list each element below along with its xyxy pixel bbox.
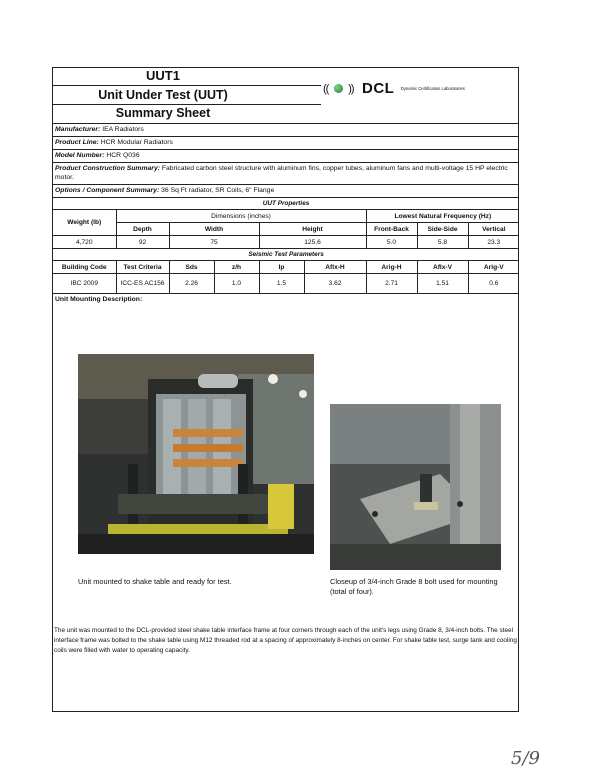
properties-table [53, 198, 519, 294]
ip-header: Ip [259, 261, 304, 274]
height-header: Height [259, 223, 366, 236]
zh-value: 1.0 [214, 274, 259, 294]
mounting-description: The unit was mounted to the DCL-provided steel shake table interface frame at four corners through each of the unit's legs using Grade 8, 3/4-inch bolts. The steel interface frame was bolted to the shake table using M12 threaded rod at a spacing of approximately 8-inches on center. For shake table test, surge tank and cooling coils were filled with water to operating capacity. [54, 627, 517, 654]
aflx-v-header: Aflx-V [417, 261, 468, 274]
title-block [53, 68, 321, 123]
title-divider [53, 104, 321, 105]
front-back-value: 5.0 [366, 236, 417, 249]
depth-header: Depth [116, 223, 169, 236]
width-value: 75 [169, 236, 259, 249]
options-row [53, 185, 518, 198]
width-header: Width [169, 223, 259, 236]
product-line-value: HCR Modular Radiators [100, 139, 173, 146]
options-label: Options / Component Summary: [55, 187, 160, 194]
vertical-header: Vertical [468, 223, 519, 236]
summary-sheet [52, 67, 519, 712]
frequency-header: Lowest Natural Frequency (Hz) [366, 210, 519, 223]
bolt-closeup-photo [330, 404, 501, 570]
arig-v-value: 0.6 [468, 274, 519, 294]
model-row [53, 150, 518, 163]
building-code-header: Building Code [53, 261, 116, 274]
logo-text: DCL [362, 80, 395, 98]
dcl-logo [323, 80, 519, 100]
front-back-header: Front-Back [366, 223, 417, 236]
construction-row [53, 163, 518, 185]
page-number: 5/9 [511, 748, 540, 769]
page-subtitle: Summary Sheet [115, 106, 211, 120]
product-line-row [53, 137, 518, 150]
height-value: 125.6 [259, 236, 366, 249]
model-label: Model Number: [55, 152, 105, 159]
title-divider [53, 85, 321, 86]
manufacturer-row [53, 124, 518, 137]
uut-id: UUT1 [146, 68, 180, 83]
side-side-value: 5.8 [417, 236, 468, 249]
photo-caption-1: Unit mounted to shake table and ready for test. [78, 577, 232, 586]
aflx-h-value: 3.62 [304, 274, 366, 294]
zh-header: z/h [214, 261, 259, 274]
photo-caption-2: Closeup of 3/4-inch Grade 8 bolt used for mounting (total of four). [330, 577, 498, 596]
building-code-value: IBC 2009 [53, 274, 116, 294]
sds-header: Sds [169, 261, 214, 274]
product-line-label: Product Line: [55, 139, 99, 146]
weight-value: 4,720 [53, 236, 116, 249]
vertical-value: 23.3 [468, 236, 519, 249]
page-title: Unit Under Test (UUT) [98, 88, 228, 102]
side-side-header: Side-Side [417, 223, 468, 236]
logo-subtitle: Dynamic Certification Laboratories [400, 86, 465, 92]
ip-value: 1.5 [259, 274, 304, 294]
arig-h-header: Arig-H [366, 261, 417, 274]
logo-waves-right: )) [348, 82, 354, 95]
aflx-h-header: Aflx-H [304, 261, 366, 274]
mounting-label: Unit Mounting Description: [55, 296, 143, 303]
header [53, 68, 518, 124]
construction-label: Product Construction Summary: [55, 165, 160, 172]
arig-v-header: Arig-V [468, 261, 519, 274]
manufacturer-value: IEA Radiators [102, 126, 144, 133]
options-value: 36 Sq Ft radiator, SR Coils, 6" Flange [161, 187, 275, 194]
seismic-title: Seismic Test Parameters [53, 249, 519, 261]
dimensions-header: Dimensions (inches) [116, 210, 366, 223]
weight-header: Weight (lb) [53, 210, 116, 236]
depth-value: 92 [116, 236, 169, 249]
construction-value: Fabricated carbon steel structure with aluminum fins, copper tubes, aluminum fans and multi-voltage 15 HP electric motor. [55, 165, 508, 181]
logo-globe-icon [334, 84, 343, 93]
test-criteria-value: ICC-ES AC156 [116, 274, 169, 294]
shake-table-photo [78, 354, 314, 554]
model-value: HCR Q036 [106, 152, 140, 159]
test-criteria-header: Test Criteria [116, 261, 169, 274]
uut-properties-title: UUT Properties [53, 198, 519, 210]
aflx-v-value: 1.51 [417, 274, 468, 294]
logo-waves-left: (( [323, 82, 329, 95]
sds-value: 2.26 [169, 274, 214, 294]
arig-h-value: 2.71 [366, 274, 417, 294]
manufacturer-label: Manufacturer: [55, 126, 101, 133]
